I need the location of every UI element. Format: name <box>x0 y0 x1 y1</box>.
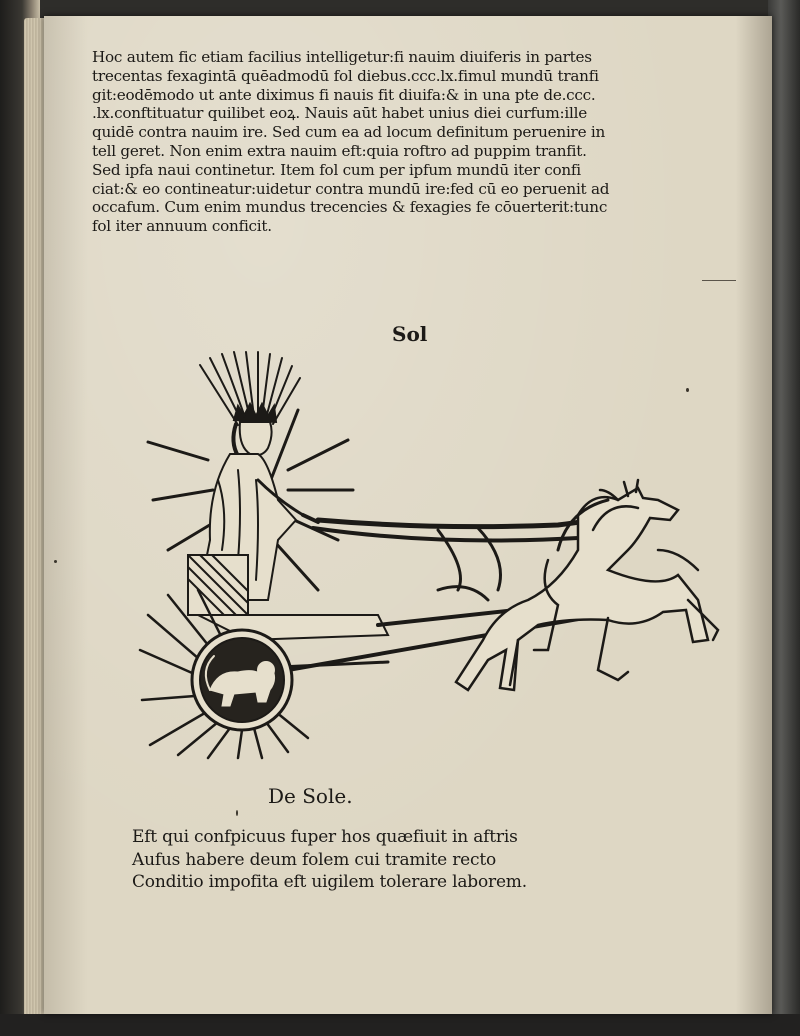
verse-line: Eft qui confpicuus fuper hos quæfiuit in aftris <box>132 827 518 847</box>
prose-line: occafum. Cum enim mundus trecencies & fexagies fe cōuerterit:tunc <box>92 198 608 217</box>
prose-line: Hoc autem fic etiam facilius intelligetur:fi nauim diuiferis in partes <box>92 48 592 66</box>
prose-line: tell geret. Non enim extra nauim eft:quia roftro ad puppim tranfit. <box>92 141 587 160</box>
prose-line: .lx.conftituatur quilibet eoꝝ. Nauis aūt habet unius diei curfum:ille <box>92 104 587 123</box>
prose-line: Sed ipfa naui continetur. Item fol cum per ipfum mundū iter confi <box>92 160 581 179</box>
figure-caption: De Sole. <box>268 784 353 808</box>
prose-line: git:eodēmodo ut ante diximus fi nauis fit diuifa:& in una pte de.ccc. <box>92 85 596 104</box>
book-edge-right <box>768 0 800 1036</box>
book-edge-bottom <box>0 1014 800 1036</box>
verse-block <box>132 826 732 894</box>
prose-line: ciat:& eo contineatur:uidetur contra mundū ire:fed cū eo peruenit ad <box>92 179 610 198</box>
verse-line: Conditio impofita eft uigilem tolerare laborem. <box>132 872 527 892</box>
ink-speck <box>236 810 238 816</box>
ink-speck <box>54 560 57 563</box>
figure-heading: Sol <box>392 322 428 346</box>
verse-line: Aufus habere deum folem cui tramite recto <box>132 849 497 870</box>
ink-speck <box>686 388 689 392</box>
prose-line: trecentas fexagintā quēadmodū fol diebus.ccc.lx.fimul mundū tranfi <box>92 66 599 85</box>
prose-line: quidē contra nauim ire. Sed cum ea ad locum definitum peruenire in <box>92 123 606 142</box>
end-rule <box>702 280 736 281</box>
prose-line: fol iter annuum conficit. <box>92 217 272 236</box>
sol-chariot-woodcut <box>138 350 728 760</box>
prose-block <box>92 48 742 236</box>
horses <box>438 480 718 690</box>
